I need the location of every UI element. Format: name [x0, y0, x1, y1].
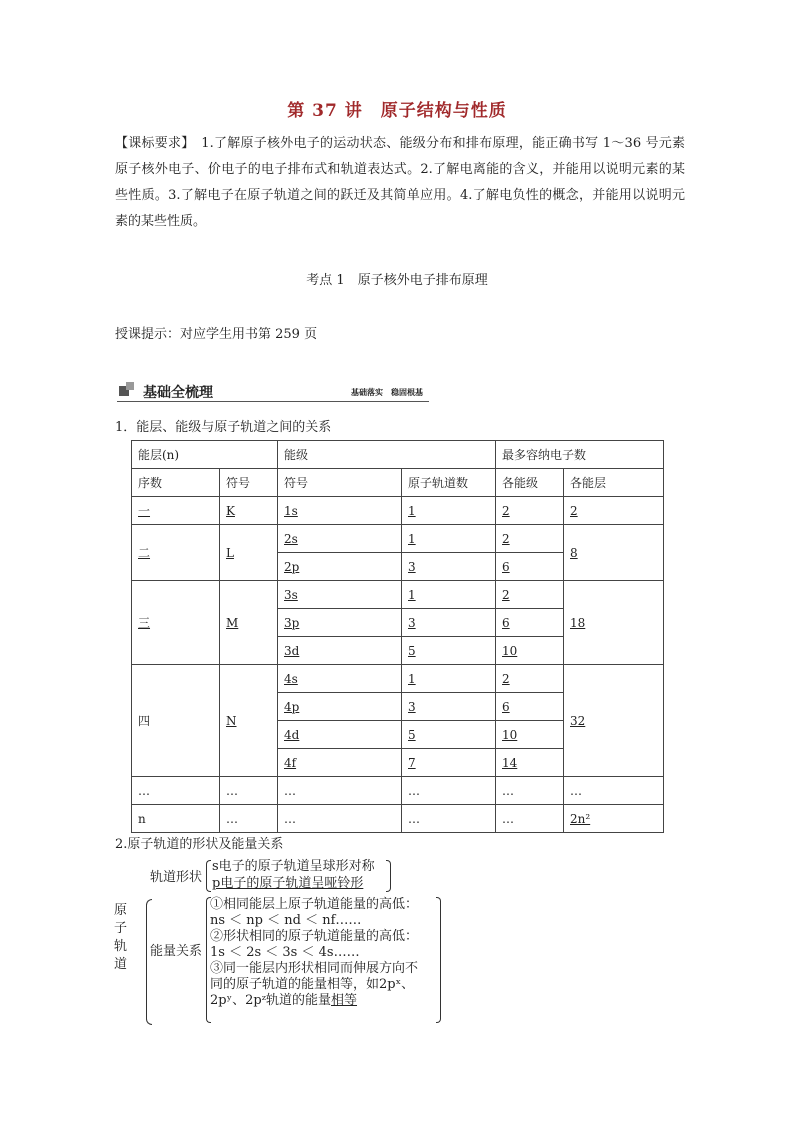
- cell-sub: 3s: [278, 581, 402, 609]
- cell-max: 6: [496, 609, 564, 637]
- cell-orb: 5: [402, 637, 496, 665]
- table-row: [132, 665, 664, 693]
- table-row: [132, 805, 664, 833]
- cell-sub: 3p: [278, 609, 402, 637]
- shape-s: s电子的原子轨道呈球形对称: [212, 859, 375, 874]
- header-cell: 各能层: [564, 469, 664, 497]
- cell-sub: 4p: [278, 693, 402, 721]
- energy-line-3c: 2pʸ、2pᶻ轨道的能量相等: [210, 993, 358, 1008]
- cell-max: 2: [496, 525, 564, 553]
- root-label-2: 子: [114, 921, 128, 936]
- cell-orb: 1: [402, 525, 496, 553]
- banner-subtitle: 基础落实 稳固根基: [351, 387, 423, 397]
- cell-ellipsis: …: [402, 805, 496, 833]
- cell-ellipsis: …: [220, 777, 278, 805]
- table-row: [132, 525, 664, 553]
- shell-table: [131, 440, 664, 833]
- section-banner: [117, 381, 429, 402]
- orbital-diagram: [108, 855, 448, 1035]
- cell-orb: 7: [402, 749, 496, 777]
- cell-sub: 1s: [278, 497, 402, 525]
- root-label-1: 原: [114, 903, 128, 918]
- cell-orb: 1: [402, 581, 496, 609]
- cell-max: 2: [496, 665, 564, 693]
- shape-label: 轨道形状: [150, 870, 203, 885]
- cell-ellipsis: …: [496, 777, 564, 805]
- header-cell: 原子轨道数: [402, 469, 496, 497]
- cell-symbol: L: [220, 525, 278, 581]
- shape-brace-right: [386, 860, 391, 892]
- header-cell: 各能级: [496, 469, 564, 497]
- table-row: [132, 497, 664, 525]
- cell-max: 6: [496, 693, 564, 721]
- cell-max: 10: [496, 721, 564, 749]
- header-cell: 序数: [132, 469, 220, 497]
- root-label-3: 轨: [114, 939, 128, 954]
- cell-total: 2n²: [564, 805, 664, 833]
- energy-line-1: ①相同能层上原子轨道能量的高低：: [210, 897, 419, 912]
- cell-ellipsis: …: [496, 805, 564, 833]
- cell-ellipsis: …: [220, 805, 278, 833]
- teaching-hint: 授课提示：对应学生用书第 259 页: [115, 327, 318, 342]
- cell-total: 8: [564, 525, 664, 581]
- energy-label: 能量关系: [150, 944, 203, 959]
- table-row: [132, 581, 664, 609]
- requirements-tag: 【课标要求】: [115, 136, 189, 151]
- main-brace: [146, 899, 152, 1025]
- header-cell: 最多容纳电子数: [496, 441, 664, 469]
- cell-order: 三: [132, 581, 220, 665]
- cell-max: 6: [496, 553, 564, 581]
- cell-ellipsis: …: [278, 805, 402, 833]
- cell-max: 2: [496, 497, 564, 525]
- table-header-row: [132, 441, 664, 469]
- header-cell: 能层(n): [132, 441, 278, 469]
- cell-sub: 2p: [278, 553, 402, 581]
- energy-line-3b: 同的原子轨道的能量相等，如2pˣ、: [210, 977, 415, 992]
- cell-total: 32: [564, 665, 664, 777]
- energy-line-3: ③同一能层内形状相同而伸展方向不: [210, 961, 419, 976]
- page-title: 第 37 讲 原子结构与性质: [287, 101, 507, 121]
- cell-symbol: K: [220, 497, 278, 525]
- cell-order: 一: [132, 497, 220, 525]
- cell-max: 2: [496, 581, 564, 609]
- cell-ellipsis: …: [278, 777, 402, 805]
- cell-sub: 2s: [278, 525, 402, 553]
- banner-square-icon-light: [126, 382, 134, 390]
- cell-orb: 3: [402, 609, 496, 637]
- cell-sub: 4s: [278, 665, 402, 693]
- cell-ellipsis: …: [132, 777, 220, 805]
- cell-order: 二: [132, 525, 220, 581]
- cell-orb: 3: [402, 553, 496, 581]
- cell-total: 2: [564, 497, 664, 525]
- root-label-4: 道: [114, 957, 128, 972]
- cell-order: n: [132, 805, 220, 833]
- shape-brace: [206, 860, 211, 892]
- cell-ellipsis: …: [564, 777, 664, 805]
- requirements-text: 1.了解原子核外电子的运动状态、能级分布和排布原理，能正确书写 1～36 号元素原子核外电子、价电子的电子排布式和轨道表达式。2.了解电离能的含义，并能用以说明元素的某些性质。3.了解电子在原子轨道之间的跃迁及其简单应用。4.了解电负性的概念，并能用以说明元素的某些性质。: [115, 136, 685, 229]
- cell-orb: 5: [402, 721, 496, 749]
- requirements-paragraph: [115, 131, 685, 235]
- cell-orb: 3: [402, 693, 496, 721]
- cell-sub: 4d: [278, 721, 402, 749]
- shape-p: p电子的原子轨道呈哑铃形: [212, 876, 364, 891]
- cell-max: 10: [496, 637, 564, 665]
- cell-order: 四: [132, 665, 220, 777]
- header-cell: 符号: [278, 469, 402, 497]
- cell-sub: 3d: [278, 637, 402, 665]
- banner-title: 基础全梳理: [143, 385, 213, 401]
- cell-orb: 1: [402, 497, 496, 525]
- energy-line-2: ②形状相同的原子轨道能量的高低：: [210, 929, 419, 944]
- cell-max: 14: [496, 749, 564, 777]
- cell-total: 18: [564, 581, 664, 665]
- table-header-row: [132, 469, 664, 497]
- section2-heading: 2.原子轨道的形状及能量关系: [115, 837, 284, 852]
- table-row: [132, 777, 664, 805]
- cell-symbol: M: [220, 581, 278, 665]
- header-cell: 能级: [278, 441, 496, 469]
- cell-sub: 4f: [278, 749, 402, 777]
- cell-orb: 1: [402, 665, 496, 693]
- energy-brace-right: [436, 897, 441, 1023]
- cell-ellipsis: …: [402, 777, 496, 805]
- energy-line-2b: 1s ＜ 2s ＜ 3s ＜ 4s……: [210, 945, 360, 960]
- header-cell: 符号: [220, 469, 278, 497]
- section1-heading: 1．能层、能级与原子轨道之间的关系: [115, 420, 332, 435]
- kaodian-heading: 考点 1 原子核外电子排布原理: [306, 273, 488, 288]
- energy-line-1b: ns ＜ np ＜ nd ＜ nf……: [210, 913, 362, 928]
- cell-symbol: N: [220, 665, 278, 777]
